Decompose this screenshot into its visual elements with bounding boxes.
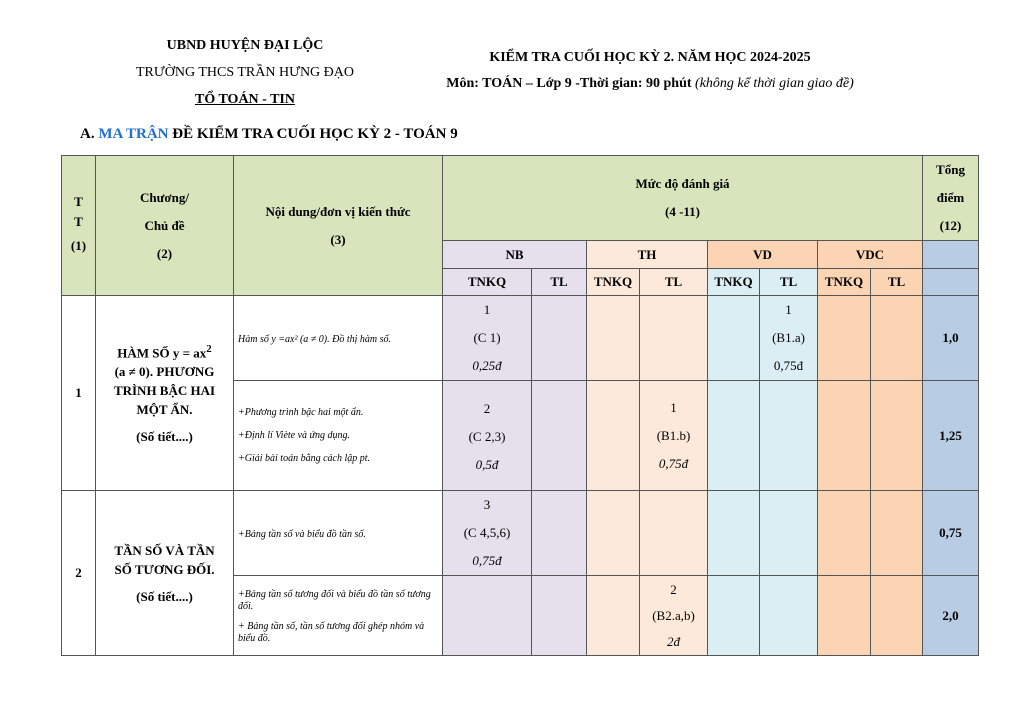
sub-vdc-tnkq: TNKQ: [818, 269, 871, 296]
topic-cell: HÀM SỐ $y = ax^2$ (a ≠ 0). PHƯƠNG TRÌNH BẬC HAI MỘT ẨN. (Số tiết....): [96, 296, 234, 491]
sub-vdc-tl: TL: [871, 269, 923, 296]
exam-matrix-table: [61, 155, 979, 656]
total-cell: 1,25: [923, 381, 979, 491]
content-cell: Hàm số y =ax² (a ≠ 0). Đồ thị hàm số.: [234, 296, 443, 381]
section-title-highlight: MA TRẬN: [98, 126, 169, 142]
total-cell: 0,75: [923, 491, 979, 576]
header-content: Nội dung/đơn vị kiến thức (3): [234, 156, 443, 296]
row-number: 1: [62, 296, 96, 491]
district-name: UBND HUYỆN ĐẠI LỘC: [166, 38, 324, 53]
exam-subject-main: Môn: TOÁN – Lớp 9 -Thời gian: 90 phút: [446, 76, 692, 91]
level-vdc: VDC: [818, 241, 923, 269]
total-blank: [923, 241, 979, 269]
total-blank: [923, 269, 979, 296]
table-row: [62, 296, 979, 381]
sub-th-tnkq: TNKQ: [587, 269, 640, 296]
table-row: [62, 491, 979, 576]
exam-title: KIỂM TRA CUỐI HỌC KỲ 2. NĂM HỌC 2024-2025: [489, 50, 811, 65]
level-nb: NB: [443, 241, 587, 269]
section-prefix: A.: [80, 126, 95, 142]
header-tt: T T (1): [62, 156, 96, 296]
exam-subject: [420, 70, 880, 98]
sub-nb-tnkq: TNKQ: [443, 269, 532, 296]
sub-vd-tnkq: TNKQ: [708, 269, 760, 296]
topic-cell: TẦN SỐ VÀ TẦN SỐ TƯƠNG ĐỐI. (Số tiết....): [96, 491, 234, 656]
sub-vd-tl: TL: [760, 269, 818, 296]
school-name: TRƯỜNG THCS TRẦN HƯNG ĐẠO: [136, 65, 354, 80]
section-title-rest: ĐỀ KIỂM TRA CUỐI HỌC KỲ 2 - TOÁN 9: [172, 126, 458, 142]
vd-tl-cell: 1 (B1.a) 0,75đ: [760, 296, 818, 381]
content-cell: +Phương trình bậc hai một ẩn. +Định lí Viète và ứng dụng. +Giải bài toán bằng cách lập pt.: [234, 381, 443, 491]
header-chapter: Chương/ Chủ đề (2): [96, 156, 234, 296]
section-title: [80, 126, 458, 143]
header-total: Tổng điểm (12): [923, 156, 979, 241]
sub-nb-tl: TL: [532, 269, 587, 296]
nb-tnkq-cell: 1 (C 1) 0,25đ: [443, 296, 532, 381]
content-cell: +Bảng tần số và biểu đồ tần số.: [234, 491, 443, 576]
content-cell: +Bảng tần số tương đối và biểu đồ tần số tương đối. + Bảng tần số, tần số tương đối ghép nhóm và biểu đồ.: [234, 576, 443, 656]
row-number: 2: [62, 491, 96, 656]
level-vd: VD: [708, 241, 818, 269]
exam-header: [420, 46, 880, 98]
total-cell: 1,0: [923, 296, 979, 381]
nb-tnkq-cell: 2 (C 2,3) 0,5đ: [443, 381, 532, 491]
total-cell: 2,0: [923, 576, 979, 656]
school-header: [95, 32, 395, 113]
header-level: Mức độ đánh giá (4 -11): [443, 156, 923, 241]
department-name: TỔ TOÁN - TIN: [195, 92, 295, 107]
nb-tnkq-cell: 3 (C 4,5,6) 0,75đ: [443, 491, 532, 576]
th-tl-cell: 1 (B1.b) 0,75đ: [640, 381, 708, 491]
sub-th-tl: TL: [640, 269, 708, 296]
th-tl-cell: 2 (B2.a,b) 2đ: [640, 576, 708, 656]
level-th: TH: [587, 241, 708, 269]
exam-subject-note: (không kể thời gian giao đề): [695, 76, 854, 91]
